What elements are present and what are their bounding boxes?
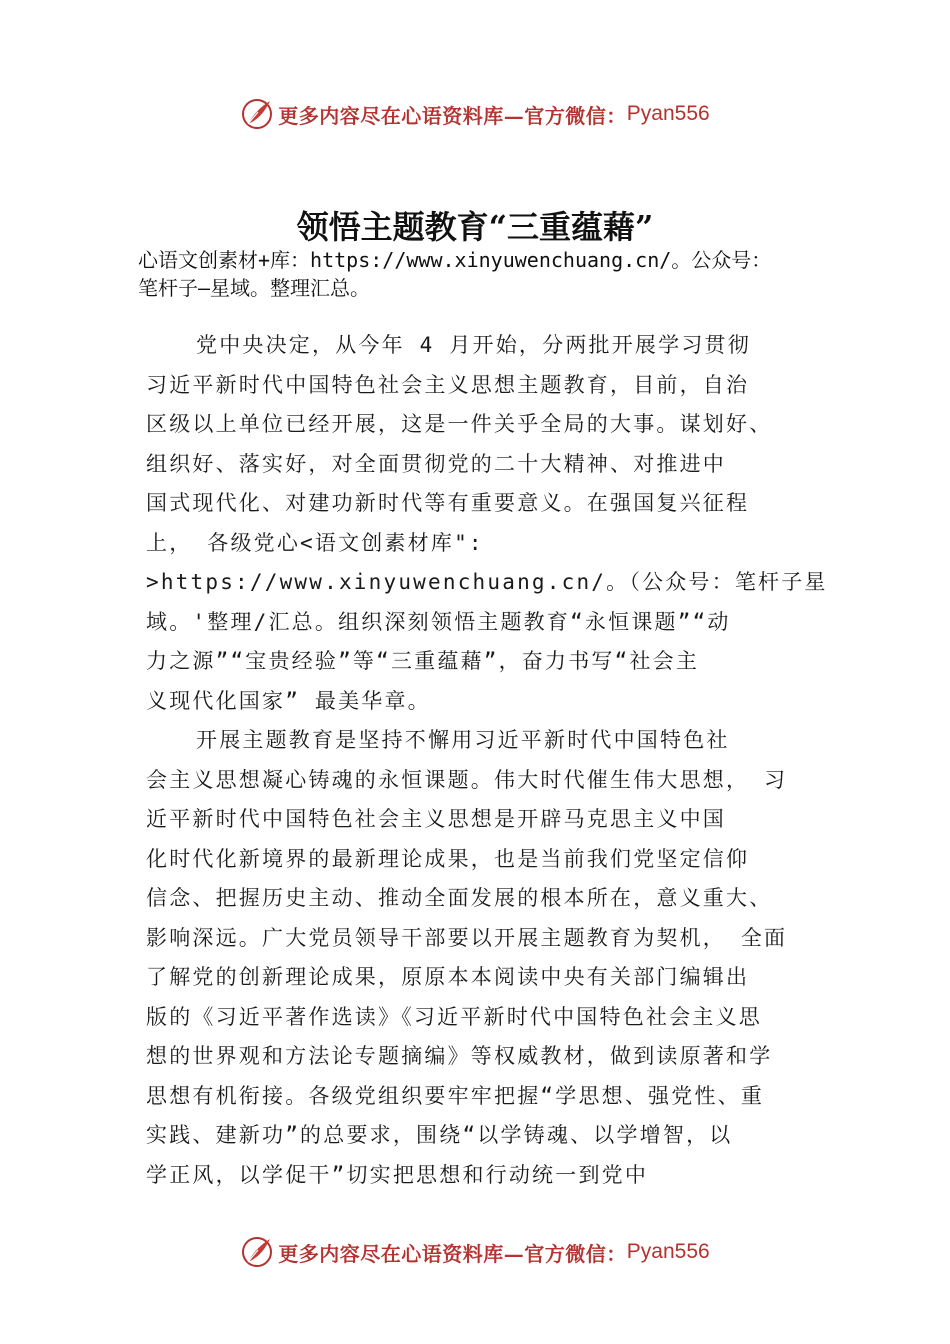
paragraph-line: 影响深远。广大党员领导干部要以开展主题教育为契机， 全面: [146, 925, 788, 950]
paragraph: [146, 721, 846, 1195]
paragraph-line: 会主义思想凝心铸魂的永恒课题。伟大时代催生伟大思想， 习: [146, 767, 788, 792]
quill-pen-logo-icon: [240, 97, 274, 131]
wechat-id: Pyan556: [626, 1240, 710, 1263]
paragraph-line: 义现代化国家” 最美华章。: [146, 688, 431, 713]
source-note-line: 心语文创素材+库：https://www.xinyuwenchuang.cn/。公众号：: [138, 248, 772, 272]
article-body: [146, 326, 846, 1195]
wechat-id: Pyan556: [626, 102, 710, 125]
paragraph-line: 力之源”“宝贵经验”等“三重蕴藉”，奋力书写“社会主: [146, 649, 700, 673]
paragraph-line: 学正风，以学促干”切实把思想和行动统一到党中: [146, 1162, 649, 1187]
banner-text: 更多内容尽在心语资料库—官方微信：: [278, 103, 627, 128]
paragraph-line: 信念、把握历史主动、推动全面发展的根本所在，意义重大、: [146, 886, 773, 910]
source-note: [138, 246, 878, 302]
paragraph-line: 上， 各级党心<语文创素材库":: [146, 530, 484, 555]
paragraph-line: 思想有机衔接。各级党组织要牢牢把握“学思想、强党性、重: [146, 1083, 765, 1108]
footer-banner: [0, 1232, 950, 1272]
header-banner: [0, 94, 950, 134]
banner-text: 更多内容尽在心语资料库—官方微信：: [278, 1241, 627, 1266]
paragraph-line: >https://www.xinyuwenchuang.cn/。（公众号：笔杆子星: [146, 570, 828, 594]
paragraph-line: 版的《习近平著作选读》《习近平新时代中国特色社会主义思: [146, 1004, 762, 1029]
paragraph-line: 了解党的创新理论成果，原原本本阅读中央有关部门编辑出: [146, 965, 750, 989]
paragraph-line: 组织好、落实好，对全面贯彻党的二十大精神、对推进中: [146, 451, 726, 476]
paragraph-line: 化时代化新境界的最新理论成果，也是当前我们党坚定信仰: [146, 846, 750, 871]
paragraph-line: 区级以上单位已经开展，这是一件关乎全局的大事。谋划好、: [146, 412, 773, 436]
paragraph-line: 实践、建新功”的总要求，围绕“以学铸魂、以学增智，以: [146, 1123, 733, 1147]
paragraph-line: 想的世界观和方法论专题摘编》等权威教材，做到读原著和学: [146, 1044, 773, 1068]
page-title: 领悟主题教育“三重蕴藉”: [296, 208, 654, 246]
quill-pen-logo-icon: [240, 1235, 274, 1269]
paragraph-line: 党中央决定，从今年 4 月开始，分两批开展学习贯彻: [196, 333, 751, 357]
paragraph-line: 开展主题教育是坚持不懈用习近平新时代中国特色社: [196, 728, 730, 752]
paragraph-line: 习近平新时代中国特色社会主义思想主题教育，目前，自治: [146, 372, 750, 397]
paragraph: [146, 326, 846, 721]
source-note-line: 笔杆子—星域。整理汇总。: [138, 276, 371, 300]
paragraph-line: 国式现代化、对建功新时代等有重要意义。在强国复兴征程: [146, 491, 750, 515]
paragraph-line: 近平新时代中国特色社会主义思想是开辟马克思主义中国: [146, 807, 726, 831]
paragraph-line: 域。'整理/汇总。组织深刻领悟主题教育“永恒课题”“动: [146, 609, 731, 634]
